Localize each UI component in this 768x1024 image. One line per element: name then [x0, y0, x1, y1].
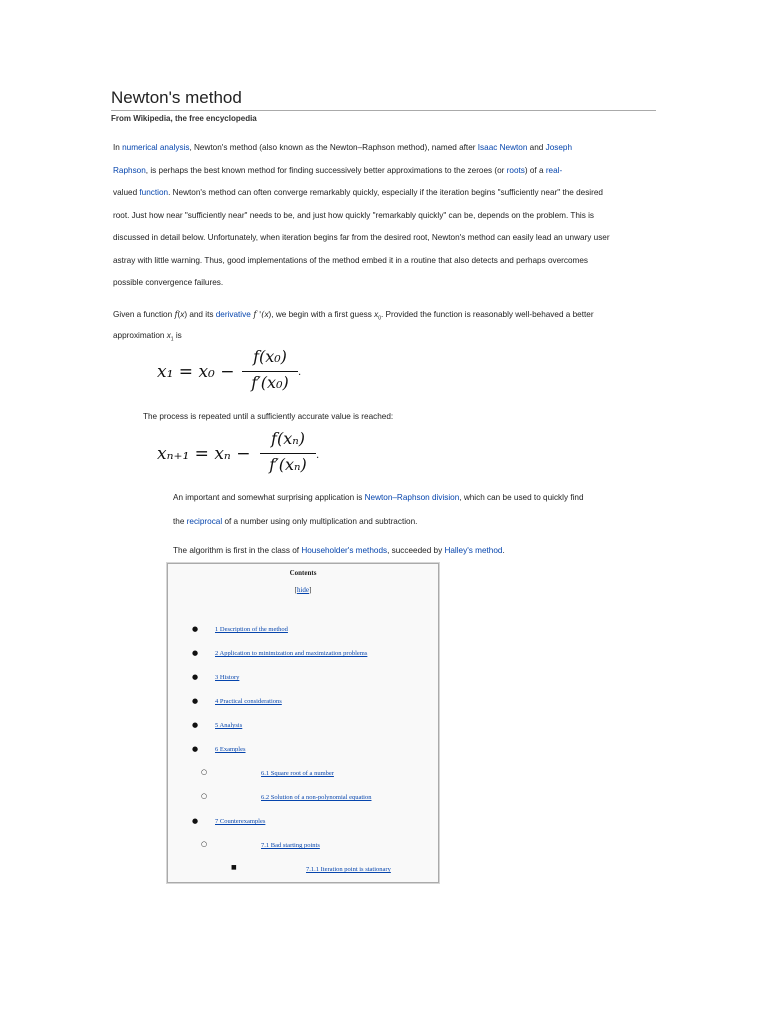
toc-item-3	[215, 674, 239, 681]
application-text: of a number using only multiplication and subtraction.	[222, 517, 418, 526]
toc-bracket: ]	[309, 586, 312, 594]
toc-bullet-disc: ●	[192, 625, 199, 633]
link-isaac-newton[interactable]: Isaac Newton	[477, 143, 528, 152]
toc-link[interactable]: 4 Practical considerations	[215, 698, 282, 705]
link-newton-raphson-division[interactable]: Newton–Raphson division	[364, 493, 460, 502]
link-halleys-method[interactable]: Halley's method	[444, 546, 503, 555]
toc-link[interactable]: 6.1 Square root of a number	[261, 770, 334, 777]
page-title: Newton's method	[111, 88, 242, 107]
toc-hide-link[interactable]: hide	[296, 586, 310, 594]
toc-item-6-2	[261, 794, 372, 801]
math-x0: x	[374, 310, 379, 319]
given-text: ) and its	[184, 310, 216, 319]
given-text: ), we begin with a first guess	[268, 310, 375, 319]
intro-line-4: root. Just how near "sufficiently near" needs to be, and just how quickly "remarkably quickly" can be, depends on the problem. This is	[113, 211, 594, 220]
toc-title: Contents	[289, 569, 317, 577]
intro-line-7: possible convergence failures.	[113, 278, 224, 287]
given-text: (	[177, 310, 181, 319]
table-of-contents	[167, 563, 439, 883]
repeat-text: The process is repeated until a sufficiently accurate value is reached:	[143, 412, 394, 421]
link-roots[interactable]: roots	[506, 166, 525, 175]
toc-item-6-1	[261, 770, 334, 777]
link-function[interactable]: function	[139, 188, 169, 197]
toc-item-4	[215, 698, 282, 705]
given-line-2	[113, 331, 182, 343]
intro-text: , is perhaps the best known method for finding successively better approximations to the zeroes (or	[145, 166, 507, 175]
eq2-denominator: f′(xₙ)	[269, 455, 307, 474]
application-text: the	[173, 517, 187, 526]
application-line-2	[173, 517, 417, 526]
toc-link[interactable]: 3 History	[215, 674, 240, 681]
link-reciprocal[interactable]: reciprocal	[186, 517, 223, 526]
toc-bullet-circle: ○	[201, 792, 208, 800]
intro-line-6: astray with little warning. Thus, good implementations of the method embed it in a routine that also detects and perhaps overcomes	[113, 256, 588, 265]
toc-item-7	[215, 818, 265, 825]
eq1-period: .	[298, 367, 302, 378]
application-text: , which can be used to quickly find	[459, 493, 584, 502]
link-joseph-raphson[interactable]: Joseph	[545, 143, 572, 152]
link-householders-methods[interactable]: Householder's methods	[301, 546, 388, 555]
intro-text: ) of a	[524, 166, 546, 175]
given-text: Given a function	[113, 310, 175, 319]
toc-link[interactable]: 5 Analysis	[215, 722, 243, 729]
intro-text: and	[527, 143, 546, 152]
toc-link[interactable]: 7 Counterexamples	[215, 818, 266, 825]
intro-text: valued	[113, 188, 140, 197]
eq2-fraction-bar	[260, 453, 316, 454]
toc-link[interactable]: 2 Application to minimization and maximization problems	[215, 650, 368, 657]
toc-link[interactable]: 6 Examples	[215, 746, 246, 753]
link-real[interactable]: real-	[545, 166, 563, 175]
intro-line-5: discussed in detail below. Unfortunately, when iteration begins far from the desired root, Newton's method can easily lead an unwary user	[113, 233, 610, 242]
toc-link[interactable]: 6.2 Solution of a non-polynomial equation	[261, 794, 372, 801]
eq2-numerator: f(xₙ)	[271, 429, 305, 448]
application-text: An important and somewhat surprising application is	[173, 493, 365, 502]
toc-bullet-disc: ●	[192, 649, 199, 657]
toc-hide-toggle	[168, 586, 438, 594]
link-derivative[interactable]: derivative	[215, 310, 251, 319]
toc-bullet-square: ■	[231, 864, 237, 871]
given-text: approximation	[113, 331, 167, 340]
intro-line-1	[113, 143, 572, 152]
math-subscript: 0	[378, 315, 381, 322]
eq1-fraction-bar	[242, 371, 298, 372]
toc-item-6	[215, 746, 246, 753]
eq2-period: .	[316, 450, 320, 461]
toc-item-2	[215, 650, 367, 657]
toc-bullet-disc: ●	[192, 697, 199, 705]
title-divider	[111, 110, 656, 111]
intro-text: In	[113, 143, 123, 152]
toc-bullet-circle: ○	[201, 768, 208, 776]
toc-item-5	[215, 722, 242, 729]
intro-text: , Newton's method (also known as the Newton–Raphson method), named after	[189, 143, 478, 152]
given-text: is	[173, 331, 182, 340]
link-raphson[interactable]: Raphson	[113, 166, 146, 175]
math-x: x	[264, 310, 269, 319]
math-x1: x	[166, 331, 171, 340]
math-x: x	[180, 310, 185, 319]
toc-bullet-disc: ●	[192, 745, 199, 753]
algorithm-text: , succeeded by	[387, 546, 445, 555]
math-subscript: 1	[170, 336, 174, 343]
algorithm-text: The algorithm is first in the class of	[173, 546, 302, 555]
toc-item-1	[215, 626, 288, 633]
toc-item-7-1-1	[306, 866, 391, 873]
toc-bullet-disc: ●	[192, 817, 199, 825]
link-numerical-analysis[interactable]: numerical analysis	[122, 143, 190, 152]
algorithm-text: .	[502, 546, 505, 555]
toc-item-7-1	[261, 842, 320, 849]
toc-bullet-circle: ○	[201, 840, 208, 848]
page-subtitle: From Wikipedia, the free encyclopedia	[111, 114, 257, 123]
given-line-1	[113, 309, 594, 322]
toc-link[interactable]: 1 Description of the method	[215, 626, 288, 633]
math-fprime: f '(	[250, 309, 265, 319]
eq2-lhs: xₙ₊₁ = xₙ −	[157, 444, 251, 464]
eq1-denominator: f′(x₀)	[251, 373, 289, 392]
toc-bracket: [	[294, 586, 297, 594]
given-text: . Provided the function is reasonably well-behaved a better	[381, 310, 594, 319]
toc-link[interactable]: 7.1 Bad starting points	[261, 842, 320, 849]
eq1-lhs: x₁ = x₀ −	[157, 362, 235, 382]
intro-text: . Newton's method can often converge remarkably quickly, especially if the iteration begins "sufficiently near" the desired	[168, 188, 603, 197]
application-line-1	[173, 493, 584, 502]
math-f: f	[174, 309, 178, 319]
toc-bullet-disc: ●	[192, 721, 199, 729]
toc-link[interactable]: 7.1.1 Iteration point is stationary	[306, 866, 391, 873]
algorithm-line	[173, 546, 505, 555]
intro-line-3	[113, 188, 603, 197]
toc-bullet-disc: ●	[192, 673, 199, 681]
eq1-numerator: f(x₀)	[253, 347, 287, 366]
intro-line-2	[113, 166, 562, 175]
